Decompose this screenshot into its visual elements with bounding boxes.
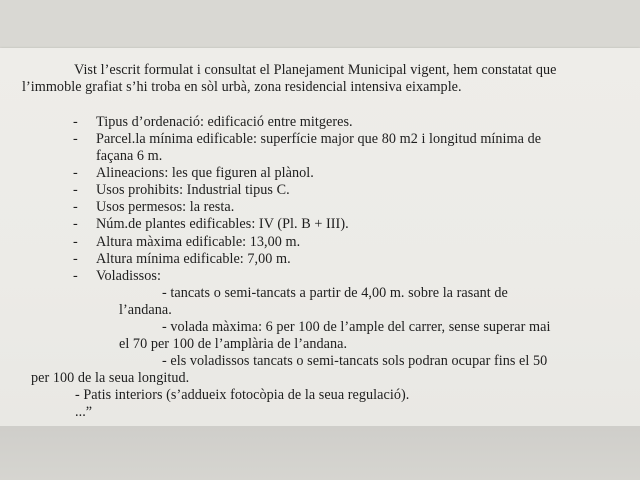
voladissos-sub-2: - volada màxima: 6 per 100 de l’ample del carrer, sense superar mai	[162, 319, 551, 335]
voladissos-sub-3: - els voladissos tancats o semi-tancats sols podran ocupar fins el 50	[162, 353, 548, 369]
list-item-num-plantes: Núm.de plantes edificables: IV (Pl. B + III).	[96, 216, 349, 232]
bullet-dash: -	[73, 131, 78, 147]
bullet-dash: -	[73, 251, 78, 267]
list-item-altura-minima: Altura mínima edificable: 7,00 m.	[96, 251, 291, 267]
bullet-dash: -	[73, 114, 78, 130]
bullet-dash: -	[73, 165, 78, 181]
bullet-dash: -	[73, 182, 78, 198]
bullet-dash: -	[73, 234, 78, 250]
list-item-patis: - Patis interiors (s’addueix fotocòpia de la seua regulació).	[75, 387, 410, 403]
list-item-altura-maxima: Altura màxima edificable: 13,00 m.	[96, 234, 301, 250]
list-item-voladissos: Voladissos:	[96, 268, 161, 284]
voladissos-sub-1-cont: l’andana.	[119, 302, 172, 318]
list-item-tipus-ordenacio: Tipus d’ordenació: edificació entre mitgeres.	[96, 114, 353, 130]
voladissos-sub-3-cont: per 100 de la seua longitud.	[31, 370, 190, 386]
list-item-parcela-minima-cont: façana 6 m.	[96, 148, 163, 164]
intro-line-2: l’immoble grafiat s’hi troba en sòl urbà, zona residencial intensiva eixample.	[22, 79, 462, 95]
bullet-dash: -	[73, 268, 78, 284]
background-surface	[0, 426, 640, 480]
bullet-dash: -	[73, 216, 78, 232]
bullet-dash: -	[73, 199, 78, 215]
closing-ellipsis: ...”	[75, 404, 93, 420]
list-item-alineacions: Alineacions: les que figuren al plànol.	[96, 165, 314, 181]
voladissos-sub-2-cont: el 70 per 100 de l’amplària de l’andana.	[119, 336, 348, 352]
list-item-usos-prohibits: Usos prohibits: Industrial tipus C.	[96, 182, 290, 198]
list-item-usos-permesos: Usos permesos: la resta.	[96, 199, 235, 215]
voladissos-sub-1: - tancats o semi-tancats a partir de 4,00 m. sobre la rasant de	[162, 285, 508, 301]
list-item-parcela-minima: Parcel.la mínima edificable: superfície major que 80 m2 i longitud mínima de	[96, 131, 542, 147]
intro-line-1: Vist l’escrit formulat i consultat el Planejament Municipal vigent, hem constatat que	[74, 62, 557, 78]
